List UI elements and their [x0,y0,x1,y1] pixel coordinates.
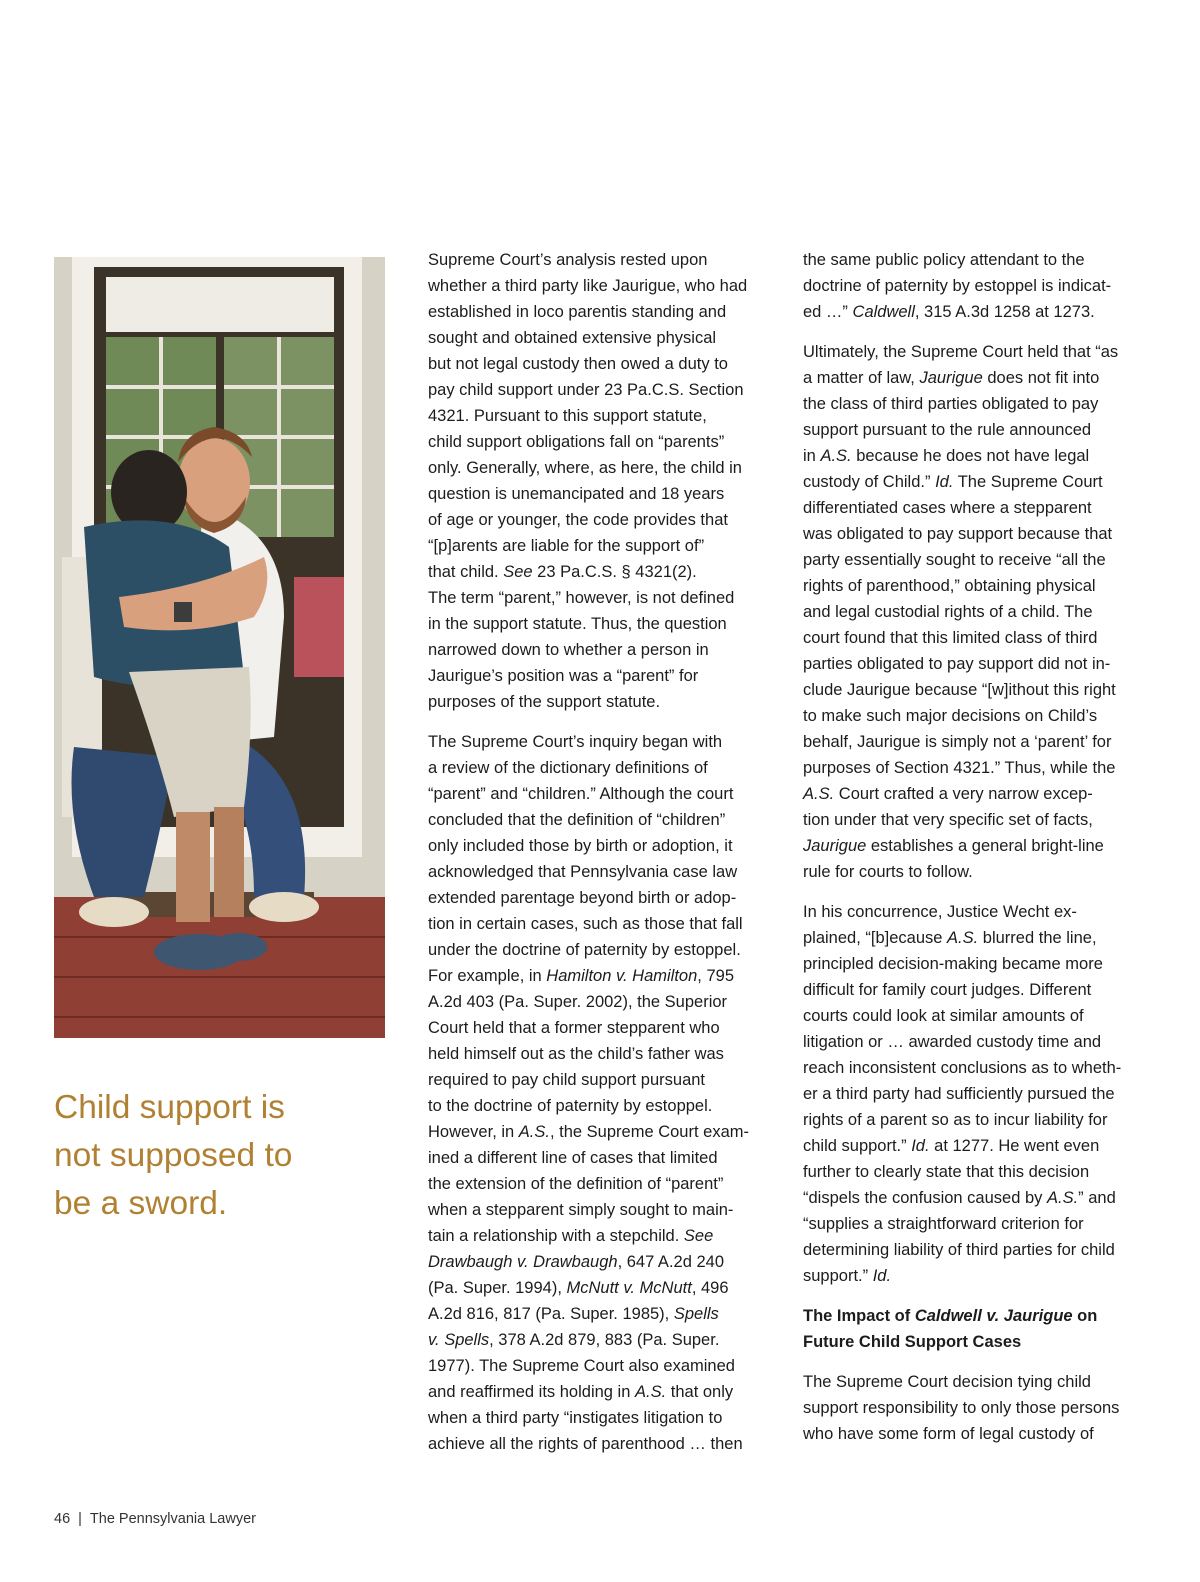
text-line [428,833,768,859]
text-line [428,1249,768,1275]
text-segment: court found that this limited class of third [803,629,1098,647]
text-segment: reach inconsistent conclusions as to wheth- [803,1059,1122,1077]
text-line [428,1171,768,1197]
text-segment: does not fit into [982,369,1100,387]
text-line [803,833,1143,859]
text-line [803,1029,1143,1055]
text-segment: , 795 [697,967,734,985]
text-segment: , the Supreme Court exam- [549,1123,749,1141]
text-segment: was obligated to pay support because that [803,525,1113,543]
text-line [803,951,1143,977]
text-segment: difficult for family court judges. Different [803,981,1092,999]
text-segment: the class of third parties obligated to pay [803,395,1099,413]
article-column-right [803,247,1143,1461]
text-line [428,429,768,455]
text-line [428,807,768,833]
text-segment: In his concurrence, Justice Wecht ex- [803,903,1077,921]
text-segment: only included those by birth or adoption, it [428,837,733,855]
text-line [428,1015,768,1041]
italic-text: See [503,563,533,581]
text-segment: , 647 A.2d 240 [617,1253,724,1271]
text-segment: The term “parent,” however, is not defined [428,589,735,607]
article-column-middle [428,247,768,1471]
text-segment: The Impact of [803,1307,915,1325]
text-segment: “parent” and “children.” Although the court [428,785,734,803]
text-segment: tion under that very specific set of facts, [803,811,1093,829]
italic-text: Id. [935,473,954,491]
text-segment: plained, “[b]ecause [803,929,948,947]
paragraph [803,1369,1143,1447]
text-segment: tion in certain cases, such as those that fall [428,915,743,933]
text-line [803,899,1143,925]
text-line [803,755,1143,781]
text-line [428,989,768,1015]
text-segment: rule for courts to follow. [803,863,973,881]
text-line [803,1159,1143,1185]
text-line [428,455,768,481]
text-segment: that only [666,1383,734,1401]
text-segment: and reaffirmed its holding in [428,1383,635,1401]
text-segment: a review of the dictionary definitions of [428,759,708,777]
text-line [803,1237,1143,1263]
text-segment: , 496 [691,1279,729,1297]
text-segment: litigation or … awarded custody time and [803,1033,1102,1051]
italic-text: Hamilton v. Hamilton [546,967,698,985]
text-segment: on [1072,1307,1098,1325]
text-line [428,1353,768,1379]
text-segment: who have some form of legal custody of [803,1425,1094,1443]
text-line [428,377,768,403]
photo-father-hugging-child-icon [54,257,385,1038]
page-number: 46 [54,1511,71,1527]
footer-separator: | [78,1511,82,1527]
text-line [428,755,768,781]
italic-text: Id. [911,1137,930,1155]
text-line [803,521,1143,547]
text-line [803,1211,1143,1237]
text-segment: because he does not have legal [851,447,1090,465]
text-line [428,1041,768,1067]
text-line [428,247,768,273]
text-line [428,533,768,559]
italic-text: A.S. [947,929,979,947]
text-line [803,1369,1143,1395]
text-line [803,925,1143,951]
text-segment: at 1277. He went even [929,1137,1100,1155]
italic-text: Spells [673,1305,719,1323]
text-line [803,247,1143,273]
text-segment: support pursuant to the rule announced [803,421,1092,439]
text-line [803,729,1143,755]
text-line [428,1067,768,1093]
text-line [803,1133,1143,1159]
text-segment: when a stepparent simply sought to main- [428,1201,734,1219]
text-segment: held himself out as the child’s father was [428,1045,724,1063]
text-segment: established in loco parentis standing and [428,303,727,321]
italic-text: Drawbaugh v. Drawbaugh [428,1253,618,1271]
text-line [803,495,1143,521]
page-footer [54,1511,256,1527]
text-line [428,559,768,585]
text-line [803,1329,1143,1355]
italic-text: A.S. [634,1383,667,1401]
text-segment: 1977). The Supreme Court also examined [428,1357,735,1375]
text-line [428,963,768,989]
text-line [803,977,1143,1003]
paragraph [803,339,1143,885]
text-segment: that child. [428,563,504,581]
text-segment: Supreme Court’s analysis rested upon [428,251,708,269]
paragraph [803,247,1143,325]
italic-text: v. Spells [428,1331,490,1349]
article-photo [54,257,385,1038]
text-line [428,689,768,715]
text-segment: pay child support under 23 Pa.C.S. Section [428,381,744,399]
italic-text: Caldwell [852,303,915,321]
text-segment: 23 Pa.C.S. § 4321(2). [532,563,697,581]
text-line [428,1119,768,1145]
text-segment: purposes of Section 4321.” Thus, while the [803,759,1116,777]
text-line [803,807,1143,833]
text-line [803,443,1143,469]
text-segment: Ultimately, the Supreme Court held that “as [803,343,1119,361]
text-segment: ed …” [803,303,853,321]
text-segment: a matter of law, [803,369,920,387]
text-segment: when a third party “instigates litigation to [428,1409,723,1427]
text-segment: For example, in [428,967,547,985]
text-segment: The Supreme Court decision tying child [803,1373,1091,1391]
text-segment: courts could look at similar amounts of [803,1007,1084,1025]
text-line [428,273,768,299]
text-segment: support responsibility to only those persons [803,1399,1120,1417]
text-line [803,339,1143,365]
text-line [428,1093,768,1119]
text-segment: the same public policy attendant to the [803,251,1085,269]
text-segment: “dispels the confusion caused by [803,1189,1047,1207]
text-segment: concluded that the definition of “children” [428,811,726,829]
text-segment: but not legal custody then owed a duty to [428,355,728,373]
text-segment: Court crafted a very narrow excep- [834,785,1093,803]
text-line [803,1263,1143,1289]
text-segment: determining liability of third parties for child [803,1241,1115,1259]
text-segment: , 378 A.2d 879, 883 (Pa. Super. [489,1331,720,1349]
text-segment: differentiated cases where a stepparent [803,499,1092,517]
text-line [803,651,1143,677]
pull-quote-line: not supposed to [54,1137,293,1174]
paragraph [803,899,1143,1289]
paragraph [428,729,768,1457]
publication-name: The Pennsylvania Lawyer [89,1511,256,1527]
paragraph [428,247,768,715]
pull-quote [54,1084,384,1228]
text-line [803,365,1143,391]
text-segment: acknowledged that Pennsylvania case law [428,863,738,881]
text-segment: to the doctrine of paternity by estoppel. [428,1097,713,1115]
text-line [428,911,768,937]
text-line [428,1145,768,1171]
text-segment: behalf, Jaurigue is simply not a ‘parent’ for [803,733,1112,751]
text-line [803,273,1143,299]
text-line [428,1405,768,1431]
text-line [803,573,1143,599]
text-segment: However, in [428,1123,519,1141]
text-line [428,1197,768,1223]
text-line [803,547,1143,573]
text-segment: tain a relationship with a stepchild. [428,1227,684,1245]
text-segment: A.2d 403 (Pa. Super. 2002), the Superior [428,993,728,1011]
text-line [803,1395,1143,1421]
text-segment: extended parentage beyond birth or adop- [428,889,737,907]
text-segment: 4321. Pursuant to this support statute, [428,407,707,425]
text-line [428,885,768,911]
italic-text: Caldwell v. Jaurigue [914,1307,1073,1325]
text-line [803,1303,1143,1329]
text-segment: ined a different line of cases that limited [428,1149,718,1167]
text-segment: A.2d 816, 817 (Pa. Super. 1985), [428,1305,674,1323]
text-line [803,625,1143,651]
text-line [428,1223,768,1249]
text-segment: blurred the line, [978,929,1097,947]
text-segment: “supplies a straightforward criterion for [803,1215,1084,1233]
text-segment: parties obligated to pay support did not in- [803,655,1111,673]
text-line [803,1421,1143,1447]
text-segment: clude Jaurigue because “[w]ithout this right [803,681,1116,699]
text-line [428,637,768,663]
text-segment: rights of a parent so as to incur liability for [803,1111,1108,1129]
text-line [428,325,768,351]
text-segment: under the doctrine of paternity by estoppel. [428,941,741,959]
text-segment: The Supreme Court’s inquiry began with [428,733,723,751]
italic-text: McNutt v. McNutt [566,1279,692,1297]
text-segment: custody of Child.” [803,473,936,491]
text-line [803,703,1143,729]
italic-text: A.S. [1046,1189,1079,1207]
italic-text: Id. [872,1267,892,1285]
text-line [428,1431,768,1457]
text-segment: “[p]arents are liable for the support of” [428,537,705,555]
text-segment: of age or younger, the code provides that [428,511,728,529]
text-segment: further to clearly state that this decision [803,1163,1090,1181]
text-segment: in the support statute. Thus, the question [428,615,727,633]
text-segment: narrowed down to whether a person in [428,641,709,659]
italic-text: Jaurigue [803,837,867,855]
text-line [803,1003,1143,1029]
text-line [803,1107,1143,1133]
text-segment: support.” [803,1267,873,1285]
text-segment: question is unemancipated and 18 years [428,485,725,503]
text-segment: The Supreme Court [953,473,1103,491]
text-segment: Court held that a former stepparent who [428,1019,720,1037]
text-segment: , 315 A.3d 1258 at 1273. [914,303,1095,321]
italic-text: A.S. [518,1123,550,1141]
pull-quote-line: be a sword. [54,1185,228,1222]
text-segment: in [803,447,821,465]
text-line [803,1081,1143,1107]
text-line [428,1327,768,1353]
text-segment: to make such major decisions on Child’s [803,707,1098,725]
text-segment: rights of parenthood,” obtaining physical [803,577,1096,595]
text-segment: principled decision-making became more [803,955,1103,973]
text-segment: sought and obtained extensive physical [428,329,717,347]
text-segment: Future Child Support Cases [803,1333,1022,1351]
pull-quote-line: Child support is [54,1089,285,1126]
text-line [428,781,768,807]
text-line [428,1379,768,1405]
text-line [428,1275,768,1301]
text-segment: ” and [1078,1189,1116,1207]
text-line [428,729,768,755]
italic-text: Jaurigue [919,369,983,387]
text-line [428,481,768,507]
text-segment: party essentially sought to receive “all the [803,551,1106,569]
text-line [428,937,768,963]
text-line [428,1301,768,1327]
text-segment: (Pa. Super. 1994), [428,1279,567,1297]
text-segment: only. Generally, where, as here, the child in [428,459,742,477]
section-heading [803,1303,1143,1355]
text-segment: child support.” [803,1137,912,1155]
text-line [803,1185,1143,1211]
text-line [803,417,1143,443]
italic-text: A.S. [820,447,852,465]
text-line [803,299,1143,325]
text-segment: the extension of the definition of “parent” [428,1175,724,1193]
text-line [803,859,1143,885]
text-segment: establishes a general bright-line [866,837,1104,855]
text-segment: child support obligations fall on “parents” [428,433,725,451]
italic-text: A.S. [803,785,835,803]
text-line [803,781,1143,807]
text-line [428,351,768,377]
text-line [803,677,1143,703]
text-line [803,469,1143,495]
text-line [428,507,768,533]
text-segment: purposes of the support statute. [428,693,661,711]
italic-text: See [683,1227,714,1245]
text-line [428,403,768,429]
text-line [803,391,1143,417]
text-line [428,859,768,885]
text-segment: Jaurigue’s position was a “parent” for [428,667,699,685]
text-line [428,299,768,325]
text-line [428,585,768,611]
text-line [428,663,768,689]
text-line [803,1055,1143,1081]
text-segment: achieve all the rights of parenthood … then [428,1435,743,1453]
text-segment: required to pay child support pursuant [428,1071,706,1089]
text-segment: whether a third party like Jaurigue, who had [428,277,748,295]
text-segment: doctrine of paternity by estoppel is indicat- [803,277,1112,295]
text-segment: and legal custodial rights of a child. The [803,603,1093,621]
text-line [428,611,768,637]
text-line [803,599,1143,625]
text-segment: er a third party had sufficiently pursued the [803,1085,1115,1103]
